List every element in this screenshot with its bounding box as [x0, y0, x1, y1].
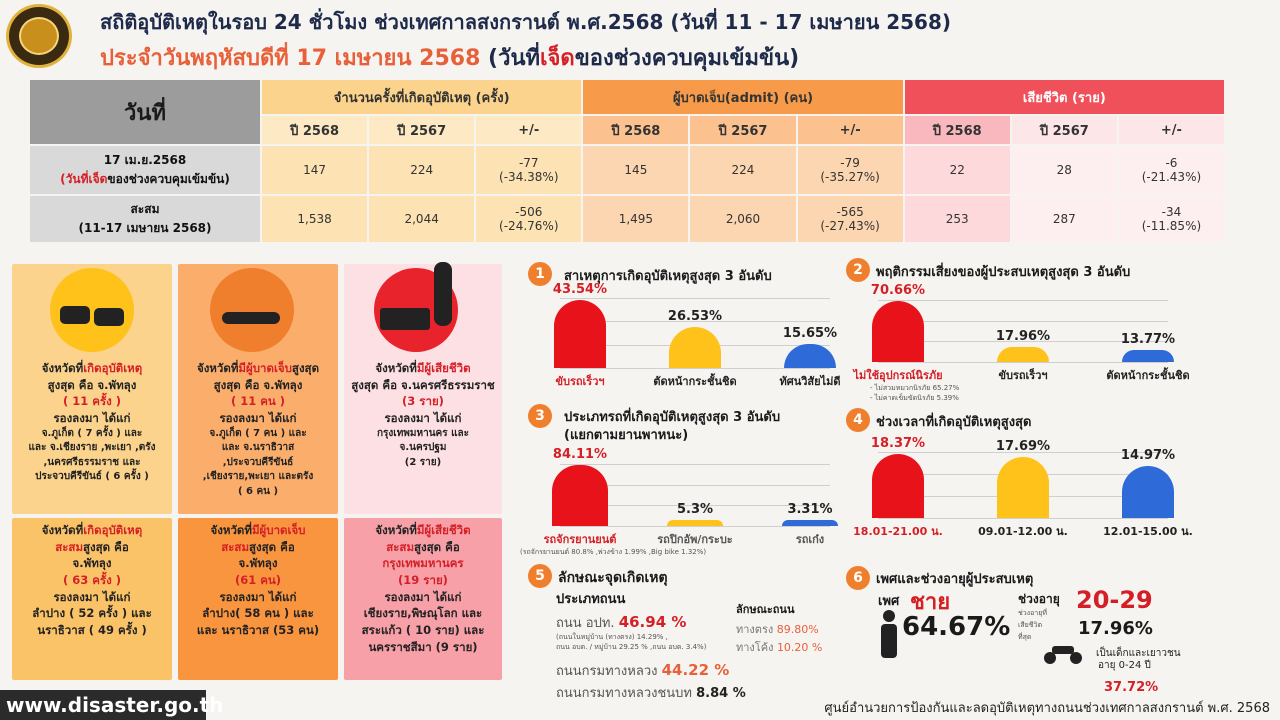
- gridline: [560, 368, 830, 369]
- data-label: 43.54%: [552, 282, 608, 298]
- gridline: [878, 300, 1168, 301]
- category-label: รถจักรยานยนต์: [543, 533, 617, 546]
- road-local-note: (ถนนในหมู่บ้าน (ทางตรง) 14.29% ,: [556, 633, 668, 641]
- chart-bar: [1122, 350, 1174, 362]
- data-label: 15.65%: [782, 325, 838, 341]
- data-label: 84.11%: [552, 446, 608, 462]
- section-title: สาเหตุการเกิดอุบัติเหตุสูงสุด 3 อันดับ: [564, 269, 772, 284]
- category-label: 18.01-21.00 น.: [853, 525, 943, 538]
- section-number: 2: [846, 258, 870, 282]
- child-age: อายุ 0-24 ปี: [1098, 660, 1151, 671]
- cell: 147: [262, 146, 367, 194]
- province-deaths-top-box: จังหวัดที่มีผู้เสียชีวิต สูงสุด คือ จ.นครศรีธรรมราช (3 ราย) รองลงมา ได้แก่ กรุงเทพมหานคร และ จ.นครปฐม (2 ราย): [344, 264, 502, 514]
- col-2567: ปี 2567: [690, 116, 795, 144]
- child-label: เป็นเด็กและเยาวชน: [1096, 648, 1181, 659]
- cell: -506 (-24.76%): [476, 196, 581, 242]
- section-number: 6: [846, 566, 870, 590]
- page-subtitle: ประจำวันพฤหัสบดีที่ 17 เมษายน 2568 (วันที่เจ็ดของช่วงควบคุมเข้มข้น): [100, 46, 800, 71]
- government-seal-logo: [6, 4, 72, 68]
- chart-bar: [669, 327, 721, 368]
- col-2568: ปี 2568: [262, 116, 367, 144]
- col-2568: ปี 2568: [905, 116, 1010, 144]
- organization-footer: ศูนย์อำนวยการป้องกันและลดอุบัติเหตุทางถนนช่วงเทศกาลสงกรานต์ พ.ศ. 2568: [824, 701, 1270, 716]
- group-deaths-header: เสียชีวิต (ราย): [905, 80, 1224, 114]
- cell: 28: [1012, 146, 1117, 194]
- chart-bar: [997, 457, 1049, 518]
- col-2568: ปี 2568: [583, 116, 688, 144]
- child-percent: 37.72%: [1104, 680, 1159, 695]
- cell: 2,044: [369, 196, 474, 242]
- cell: -34 (-11.85%): [1119, 196, 1224, 242]
- day-header: วันที่: [30, 80, 260, 144]
- behavior-note: - ไม่คาดเข็มขัดนิรภัย 5.39%: [870, 394, 959, 402]
- section-title: เพศและช่วงอายุผู้ประสบเหตุ: [876, 572, 1034, 587]
- section-number: 4: [846, 408, 870, 432]
- province-injured-top-box: จังหวัดที่มีผู้บาดเจ็บสูงสุด สูงสุด คือ จ.พัทลุง ( 11 คน ) รองลงมา ได้แก่ จ.ภูเก็ต ( 7 คน ) และ และ จ.นราธิวาส ,ประจวบคีรีขันธ์ ,เชียงราย,พะเยา และตรัง ( 6 คน ): [178, 264, 338, 514]
- coffin-icon: [374, 268, 458, 352]
- province-accident-cumulative-box: จังหวัดที่เกิดอุบัติเหตุ สะสมสูงสุด คือ จ.พัทลุง ( 63 ครั้ง ) รองลงมา ได้แก่ ลำปาง ( 52 ครั้ง ) และ นราธิวาส ( 49 ครั้ง ): [12, 518, 172, 680]
- age-note: ที่สุด: [1018, 633, 1032, 641]
- cell: -6 (-21.43%): [1119, 146, 1224, 194]
- road-feature-label: ลักษณะถนน: [736, 603, 795, 616]
- section-subtitle: (แยกตามยานพาหนะ): [564, 428, 689, 443]
- gridline: [878, 362, 1168, 363]
- road-type-label: ประเภทถนน: [556, 592, 626, 607]
- category-label: 12.01-15.00 น.: [1103, 525, 1193, 538]
- section-number: 5: [528, 564, 552, 588]
- category-label: ขับรถเร็วฯ: [998, 369, 1048, 382]
- cell: 1,538: [262, 196, 367, 242]
- chart-bar: [782, 520, 838, 526]
- cell: 22: [905, 146, 1010, 194]
- age-label: ช่วงอายุ: [1018, 592, 1060, 606]
- page-title: สถิติอุบัติเหตุในรอบ 24 ชั่วโมง ช่วงเทศกาลสงกรานต์ พ.ศ.2568 (วันที่ 11 - 17 เมษายน 2568): [100, 10, 952, 34]
- section-title: ประเภทรถที่เกิดอุบัติเหตุสูงสุด 3 อันดับ: [564, 410, 781, 425]
- cell: 1,495: [583, 196, 688, 242]
- behavior-note: - ไม่สวมหมวกนิรภัย 65.27%: [870, 384, 960, 392]
- table-row: [30, 196, 1224, 242]
- chart-bar: [872, 454, 924, 518]
- gridline: [878, 518, 1168, 519]
- data-label: 14.97%: [1120, 447, 1176, 463]
- chart-bar: [554, 300, 606, 368]
- road-straight: ทางตรง 89.80%: [736, 623, 819, 636]
- road-curve: ทางโค้ง 10.20 %: [736, 641, 823, 654]
- section-title: ช่วงเวลาที่เกิดอุบัติเหตุสูงสุด: [876, 415, 1032, 430]
- road-local-note: ถนน อบต. / หมู่บ้าน 29.25 % ,ถนน อบต. 3.4%): [556, 643, 707, 651]
- col-diff: +/-: [798, 116, 903, 144]
- age-note: เสียชีวิต: [1018, 621, 1042, 629]
- data-label: 13.77%: [1120, 332, 1176, 348]
- table-row: [30, 146, 1224, 194]
- row-label-cumulative: สะสม (11-17 เมษายน 2568): [30, 196, 260, 242]
- age-note: ช่วงอายุที่: [1018, 609, 1047, 617]
- section-number: 3: [528, 404, 552, 428]
- category-label: ตัดหน้ากระชั้นชิด: [653, 375, 737, 388]
- injured-person-icon: [210, 268, 294, 352]
- road-local-label: ถนน อปท. 46.94 %: [556, 613, 687, 631]
- group-injured-header: ผู้บาดเจ็บ(admit) (คน): [583, 80, 902, 114]
- chart-bar: [997, 347, 1049, 362]
- province-deaths-cumulative-box: จังหวัดที่มีผู้เสียชีวิต สะสมสูงสุด คือ กรุงเทพมหานคร (19 ราย) รองลงมา ได้แก่ เชียงราย,พิษณุโลก และ สระแก้ว ( 10 ราย) และ นครราชสีมา (9 ราย): [344, 518, 502, 680]
- sex-value: ชาย: [910, 590, 951, 615]
- car-crash-icon: [50, 268, 134, 352]
- statistics-table: [28, 78, 1226, 244]
- section-title: ลักษณะจุดเกิดเหตุ: [558, 570, 668, 586]
- male-person-icon: [880, 610, 898, 658]
- cell: 253: [905, 196, 1010, 242]
- chart-bar: [872, 301, 924, 362]
- gridline: [560, 464, 830, 465]
- data-label: 5.3%: [676, 502, 714, 517]
- category-label: รถเก๋ง: [795, 533, 825, 546]
- row-label-today: 17 เม.ย.2568 (วันที่เจ็ดของช่วงควบคุมเข้มข้น): [30, 146, 260, 194]
- chart-bar: [1122, 466, 1174, 518]
- gridline: [560, 526, 830, 527]
- vehicle-note: (รถจักรยานยนต์ 80.8% ,พ่วงข้าง 1.99% ,Big bike 1.32%): [520, 548, 707, 556]
- category-label: 09.01-12.00 น.: [978, 525, 1068, 538]
- col-2567: ปี 2567: [1012, 116, 1117, 144]
- category-label: ทัศนวิสัยไม่ดี: [779, 375, 841, 388]
- data-label: 17.69%: [995, 438, 1051, 454]
- road-rural-label: ถนนกรมทางหลวงชนบท 8.84 %: [556, 686, 746, 701]
- cell: -565 (-27.43%): [798, 196, 903, 242]
- col-2567: ปี 2567: [369, 116, 474, 144]
- province-accident-top-box: จังหวัดที่เกิดอุบัติเหตุ สูงสุด คือ จ.พัทลุง ( 11 ครั้ง ) รองลงมา ได้แก่ จ.ภูเก็ต ( 7 ครั้ง ) และ และ จ.เชียงราย ,พะเยา ,ตรัง ,นครศรีธรรมราช และ ประจวบคีรีขันธ์ ( 6 ครั้ง ): [12, 264, 172, 514]
- category-label: รถปิกอัพ/กระบะ: [657, 533, 733, 546]
- cell: 2,060: [690, 196, 795, 242]
- category-label: ขับรถเร็วฯ: [555, 375, 605, 388]
- data-label: 3.31%: [787, 502, 833, 517]
- cell: 224: [690, 146, 795, 194]
- chart-bar: [784, 344, 836, 368]
- chart-bar: [667, 520, 723, 526]
- gridline: [560, 298, 830, 299]
- section-number: 1: [528, 262, 552, 286]
- cell: -79 (-35.27%): [798, 146, 903, 194]
- cell: 287: [1012, 196, 1117, 242]
- data-label: 18.37%: [870, 436, 926, 452]
- col-diff: +/-: [1119, 116, 1224, 144]
- province-injured-cumulative-box: จังหวัดที่มีผู้บาดเจ็บ สะสมสูงสุด คือ จ.พัทลุง (61 คน) รองลงมา ได้แก่ ลำปาง( 58 คน ) และ และ นราธิวาส (53 คน): [178, 518, 338, 680]
- road-highway-label: ถนนกรมทางหลวง 44.22 %: [556, 661, 730, 679]
- chart-bar: [552, 465, 608, 526]
- age-percent: 17.96%: [1078, 618, 1153, 639]
- motorcycle-icon: [1044, 642, 1084, 664]
- cell: 145: [583, 146, 688, 194]
- category-label: ตัดหน้ากระชั้นชิด: [1106, 369, 1190, 382]
- category-label: ไม่ใช้อุปกรณ์นิรภัย: [853, 369, 943, 382]
- sex-label: เพศ: [878, 594, 900, 609]
- cell: -77 (-34.38%): [476, 146, 581, 194]
- cell: 224: [369, 146, 474, 194]
- data-label: 70.66%: [870, 283, 926, 299]
- section-title: พฤติกรรมเสี่ยงของผู้ประสบเหตุสูงสุด 3 อันดับ: [876, 265, 1131, 280]
- col-diff: +/-: [476, 116, 581, 144]
- data-label: 17.96%: [995, 328, 1051, 344]
- data-label: 26.53%: [667, 308, 723, 324]
- website-url[interactable]: www.disaster.go.th: [0, 690, 206, 720]
- group-accidents-header: จำนวนครั้งที่เกิดอุบัติเหตุ (ครั้ง): [262, 80, 581, 114]
- sex-percent: 64.67%: [902, 612, 1011, 642]
- age-range: 20-29: [1076, 586, 1153, 614]
